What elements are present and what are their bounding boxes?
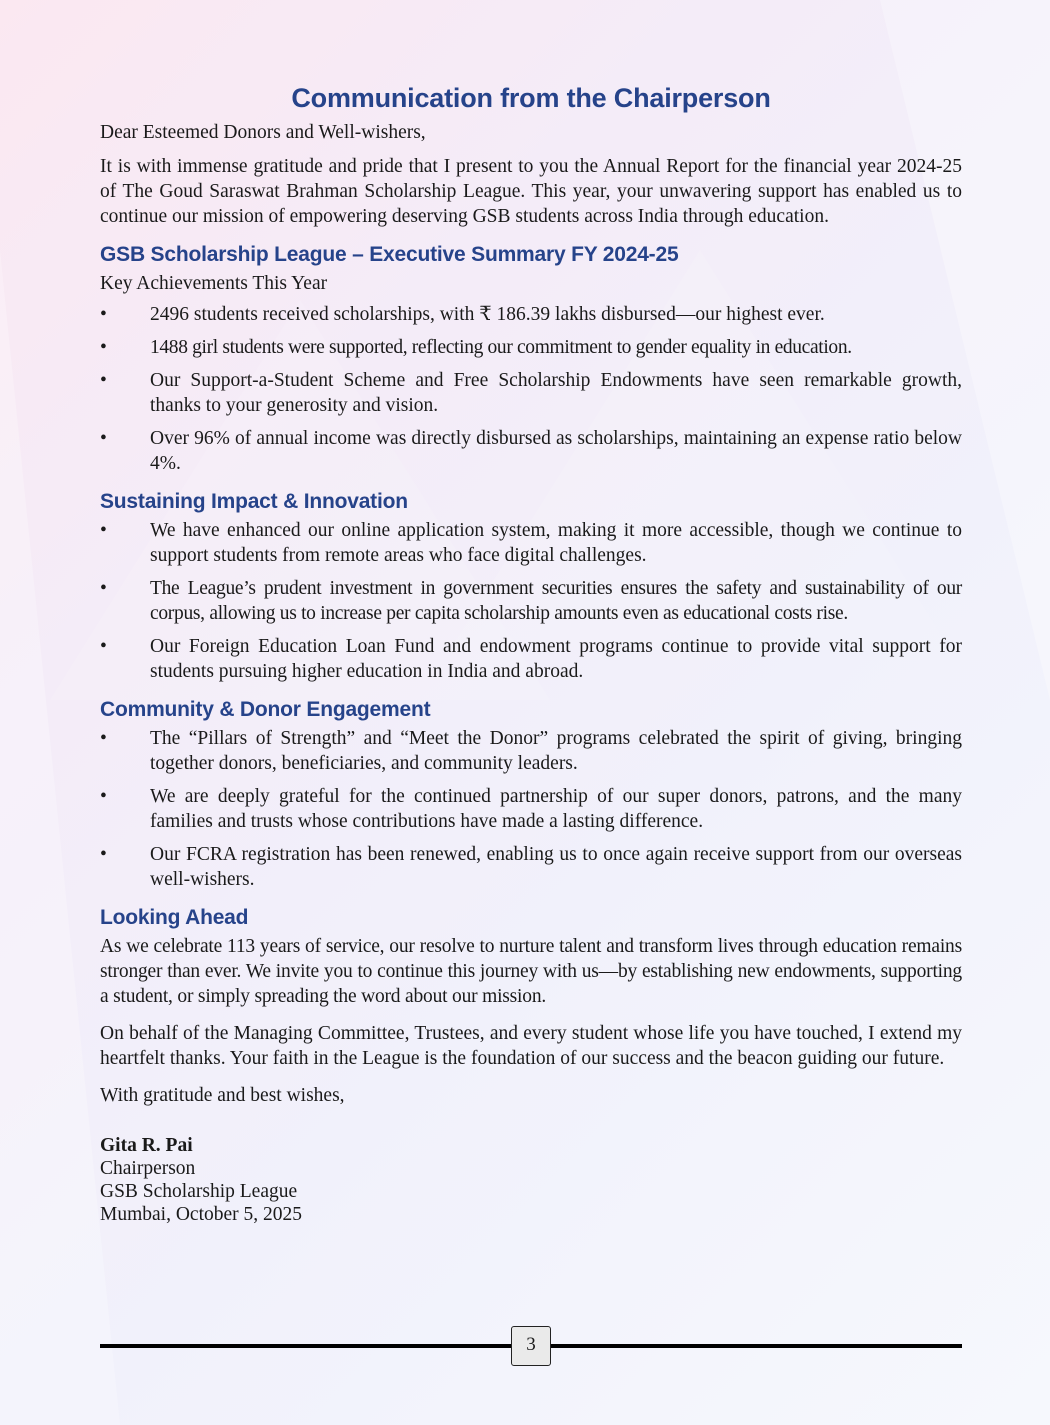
- closing: With gratitude and best wishes,: [100, 1085, 345, 1106]
- list-item: • Our Foreign Education Loan Fund and endowment programs continue to provide vital support for students pursuing higher education in India and abroad.: [100, 636, 962, 682]
- signatory-org: GSB Scholarship League: [100, 1181, 298, 1202]
- signatory-role: Chairperson: [100, 1158, 196, 1179]
- list-item: • Over 96% of annual income was directly disbursed as scholarships, maintaining an expense ratio below 4%.: [100, 428, 962, 474]
- summary-subheading: Key Achievements This Year: [100, 273, 328, 294]
- impact-list: [100, 518, 962, 684]
- community-list: [100, 726, 962, 892]
- salutation: Dear Esteemed Donors and Well-wishers,: [100, 122, 426, 143]
- list-item: • The “Pillars of Strength” and “Meet the Donor” programs celebrated the spirit of giving, bringing together donors, beneficiaries, and community leaders.: [100, 728, 962, 774]
- bullet-icon: •: [100, 428, 107, 449]
- bullet-icon: •: [100, 844, 107, 865]
- signatory-place-date: Mumbai, October 5, 2025: [100, 1204, 303, 1225]
- community-heading: Community & Donor Engagement: [100, 698, 431, 721]
- impact-heading: Sustaining Impact & Innovation: [100, 490, 408, 513]
- bullet-icon: •: [100, 337, 107, 358]
- ahead-paragraph: As we celebrate 113 years of service, our resolve to nurture talent and transform lives through education remains stronger than ever. We invite you to continue this journey with us—by establishing new endowments, supporting a student, or simply spreading the word about our mission.: [100, 936, 962, 1007]
- page-number: 3: [511, 1326, 551, 1366]
- summary-heading: GSB Scholarship League – Executive Summary FY 2024-25: [100, 243, 679, 266]
- bullet-icon: •: [100, 728, 107, 749]
- list-item: • We have enhanced our online application system, making it more accessible, though we continue to support students from remote areas who face digital challenges.: [100, 520, 962, 566]
- signatory-name: Gita R. Pai: [100, 1135, 193, 1156]
- list-item: • Our FCRA registration has been renewed, enabling us to once again receive support from our overseas well-wishers.: [100, 844, 962, 890]
- list-item: • We are deeply grateful for the continued partnership of our super donors, patrons, and the many families and trusts whose contributions have made a lasting difference.: [100, 786, 962, 832]
- list-item: • 1488 girl students were supported, reflecting our commitment to gender equality in education.: [100, 337, 852, 358]
- bullet-icon: •: [100, 370, 107, 391]
- list-item: • Our Support-a-Student Scheme and Free Scholarship Endowments have seen remarkable growth, thanks to your generosity and vision.: [100, 370, 962, 416]
- list-item: • 2496 students received scholarships, with ₹ 186.39 lakhs disbursed—our highest ever.: [100, 304, 825, 325]
- bullet-icon: •: [100, 520, 107, 541]
- intro-paragraph: It is with immense gratitude and pride that I present to you the Annual Report for the financial year 2024-25 of The Goud Saraswat Brahman Scholarship League. This year, your unwavering support has enabled us to continue our mission of empowering deserving GSB students across India through education.: [100, 156, 962, 227]
- bullet-icon: •: [100, 578, 107, 599]
- page-footer: [100, 1326, 962, 1366]
- list-item: • The League’s prudent investment in government securities ensures the safety and sustainability of our corpus, allowing us to increase per capita scholarship amounts even as educational costs rise.: [100, 578, 962, 624]
- summary-list: [100, 302, 962, 476]
- ahead-heading: Looking Ahead: [100, 906, 249, 929]
- bullet-icon: •: [100, 636, 107, 657]
- bullet-icon: •: [100, 304, 107, 325]
- bullet-icon: •: [100, 786, 107, 807]
- letter: [100, 80, 962, 1226]
- page-title: Communication from the Chairperson: [291, 83, 771, 113]
- thanks-paragraph: On behalf of the Managing Committee, Trustees, and every student whose life you have touched, I extend my heartfelt thanks. Your faith in the League is the foundation of our success and the beacon guiding our future.: [100, 1023, 962, 1069]
- signature-block: [100, 1134, 962, 1226]
